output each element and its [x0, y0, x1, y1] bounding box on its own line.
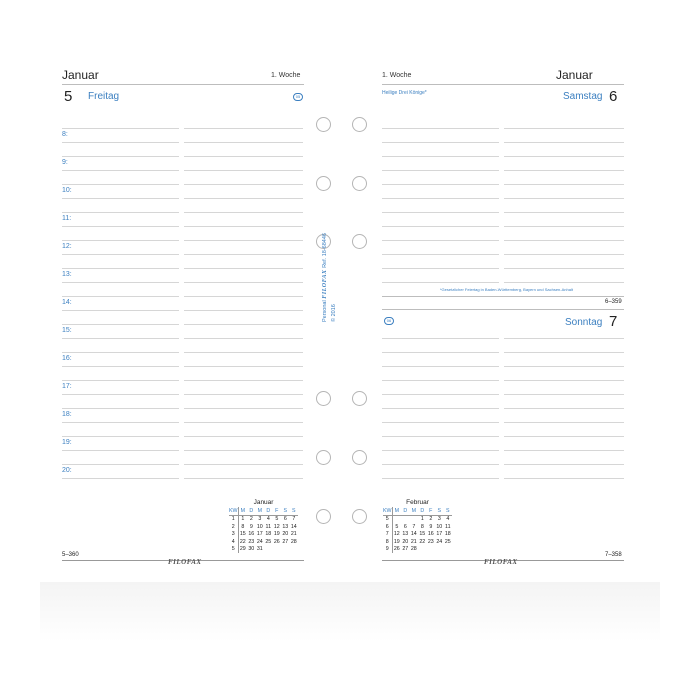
calendar-weekday: S	[444, 507, 453, 515]
calendar-day	[435, 546, 444, 554]
writing-line	[504, 128, 624, 129]
calendar-title: Februar	[406, 499, 429, 506]
calendar-day: 14	[410, 531, 417, 538]
calendar-weekday: M	[256, 507, 265, 515]
calendar-title: Januar	[253, 499, 274, 506]
week-badge: 05	[293, 93, 303, 101]
spine-logo: FILOFAX	[322, 269, 328, 299]
filofax-logo: FILOFAX	[168, 558, 202, 566]
writing-line	[504, 478, 624, 479]
calendar-week-number: 4	[229, 538, 238, 546]
writing-line	[504, 254, 624, 255]
writing-line	[382, 408, 499, 409]
left-day-number: 5	[64, 88, 73, 105]
calendar-day: 31	[256, 546, 263, 553]
left-day-name: Freitag	[88, 91, 120, 102]
writing-line	[382, 240, 499, 241]
calendar-day	[410, 515, 419, 523]
calendar-day: 10	[436, 523, 443, 530]
writing-line	[504, 184, 624, 185]
calendar-header-row	[383, 507, 452, 515]
spine-copyright: © 2016	[331, 304, 337, 322]
saturday-number: 6	[609, 88, 618, 105]
calendar-day: 24	[256, 538, 263, 545]
calendar-day: 8	[420, 523, 424, 530]
writing-line	[504, 450, 624, 451]
calendar-day: 12	[273, 523, 280, 530]
writing-line	[382, 184, 499, 185]
sunday-name: Sonntag	[565, 317, 603, 328]
february-mini-calendar	[383, 499, 452, 553]
calendar-day	[427, 546, 436, 554]
calendar-day: 9	[429, 523, 433, 530]
saturday-code: 6–359	[605, 299, 622, 305]
calendar-day: 10	[256, 523, 263, 530]
writing-line	[382, 212, 499, 213]
calendar-row	[383, 531, 452, 539]
calendar-day: 25	[265, 538, 272, 545]
calendar-week-number: 7	[383, 531, 392, 539]
calendar-weekday: M	[392, 507, 401, 515]
sunday-number: 7	[609, 313, 618, 330]
calendar-row	[383, 538, 452, 546]
writing-line	[382, 366, 499, 367]
writing-line	[504, 408, 624, 409]
calendar-day: 16	[427, 531, 434, 538]
hour-label: 17:	[62, 383, 72, 390]
calendar-weekday: M	[238, 507, 247, 515]
writing-line	[382, 226, 499, 227]
calendar-day: 1	[420, 516, 424, 523]
calendar-day: 18	[265, 531, 272, 538]
writing-line	[504, 282, 624, 283]
calendar-day: 4	[446, 516, 450, 523]
writing-line	[504, 198, 624, 199]
writing-line	[382, 198, 499, 199]
calendar-day: 29	[239, 546, 246, 553]
calendar-day: 13	[282, 523, 289, 530]
calendar-day: 16	[248, 531, 255, 538]
calendar-day: 8	[241, 523, 245, 530]
calendar-day: 3	[437, 516, 441, 523]
calendar-day: 7	[412, 523, 416, 530]
calendar-table	[383, 507, 452, 553]
calendar-week-number: 5	[383, 515, 392, 523]
calendar-week-number: 1	[229, 515, 238, 523]
calendar-day	[444, 546, 453, 554]
writing-line	[504, 464, 624, 465]
calendar-day: 22	[419, 538, 426, 545]
calendar-day: 24	[436, 538, 443, 545]
calendar-row	[383, 515, 452, 523]
writing-line	[504, 394, 624, 395]
writing-line	[382, 422, 499, 423]
calendar-day	[392, 515, 401, 523]
calendar-day: 6	[283, 516, 287, 523]
calendar-day: 2	[249, 516, 253, 523]
calendar-day: 2	[429, 516, 433, 523]
writing-line	[382, 254, 499, 255]
sunday-rule	[382, 309, 624, 310]
calendar-day: 5	[395, 523, 399, 530]
writing-line	[504, 170, 624, 171]
right-header-rule	[382, 84, 624, 85]
calendar-week-number: 5	[229, 546, 238, 554]
calendar-week-number: 2	[229, 523, 238, 531]
calendar-day: 17	[256, 531, 263, 538]
writing-line	[504, 156, 624, 157]
calendar-day: 1	[241, 516, 245, 523]
writing-line	[382, 450, 499, 451]
hour-label: 8:	[62, 131, 68, 138]
calendar-weekday: S	[281, 507, 290, 515]
calendar-day: 23	[427, 538, 434, 545]
holiday-note: Heilige Drei Könige*	[382, 90, 427, 96]
calendar-day: 11	[265, 523, 272, 530]
calendar-day: 19	[273, 531, 280, 538]
writing-line	[382, 352, 499, 353]
calendar-weekday: D	[264, 507, 273, 515]
writing-line	[382, 338, 499, 339]
calendar-day: 30	[248, 546, 255, 553]
calendar-day: 20	[402, 538, 409, 545]
calendar-week-number: 9	[383, 546, 392, 554]
saturday-end-rule	[382, 296, 624, 297]
calendar-day: 25	[444, 538, 451, 545]
calendar-weekday: D	[401, 507, 410, 515]
calendar-day: 7	[292, 516, 296, 523]
writing-line	[504, 352, 624, 353]
calendar-weekday: M	[410, 507, 419, 515]
calendar-week-number: 3	[229, 531, 238, 539]
spine-personal: Personal	[322, 300, 328, 322]
writing-line	[382, 268, 499, 269]
calendar-week-header: KW	[383, 507, 392, 514]
calendar-day: 28	[410, 546, 417, 553]
calendar-day: 22	[239, 538, 246, 545]
writing-line	[504, 142, 624, 143]
writing-line	[504, 268, 624, 269]
writing-line	[504, 240, 624, 241]
hour-label: 12:	[62, 243, 72, 250]
writing-line	[382, 282, 499, 283]
hour-label: 10:	[62, 187, 72, 194]
writing-line	[504, 436, 624, 437]
hour-label: 18:	[62, 411, 72, 418]
left-week: 1. Woche	[271, 72, 301, 79]
calendar-day: 27	[402, 546, 409, 553]
left-month: Januar	[62, 68, 99, 82]
hour-label: 19:	[62, 439, 72, 446]
right-week: 1. Woche	[382, 72, 412, 79]
writing-line	[504, 380, 624, 381]
writing-line	[504, 366, 624, 367]
calendar-day: 11	[445, 523, 451, 530]
calendar-week-header: KW	[229, 507, 238, 514]
sunday-badge: 06	[384, 317, 394, 325]
calendar-day: 21	[410, 538, 417, 545]
writing-line	[382, 394, 499, 395]
writing-line	[382, 436, 499, 437]
calendar-weekday: S	[435, 507, 444, 515]
calendar-weekday: F	[273, 507, 282, 515]
saturday-name: Samstag	[563, 91, 603, 102]
writing-line	[382, 464, 499, 465]
hour-label: 16:	[62, 355, 72, 362]
calendar-day	[401, 515, 410, 523]
calendar-day: 5	[275, 516, 279, 523]
calendar-day: 13	[402, 531, 409, 538]
calendar-day: 18	[444, 531, 451, 538]
hour-label: 11:	[62, 215, 72, 222]
calendar-weekday: S	[290, 507, 299, 515]
writing-line	[382, 156, 499, 157]
footnote: *Gesetzlicher Feiertag in Baden-Württemberg, Bayern und Sachsen-Anhalt	[440, 287, 573, 292]
calendar-day: 3	[258, 516, 262, 523]
calendar-day: 14	[290, 523, 297, 530]
calendar-day: 17	[436, 531, 443, 538]
writing-line	[382, 380, 499, 381]
writing-line	[504, 338, 624, 339]
writing-line	[504, 212, 624, 213]
calendar-day: 15	[239, 531, 246, 538]
calendar-weekday: F	[427, 507, 436, 515]
calendar-week-number: 8	[383, 538, 392, 546]
spine-ref: Ref. 18-68446	[322, 233, 328, 268]
hour-label: 14:	[62, 299, 72, 306]
right-month: Januar	[556, 68, 593, 82]
calendar-day: 21	[290, 531, 297, 538]
calendar-day: 28	[290, 538, 297, 545]
writing-line	[504, 422, 624, 423]
hour-label: 15:	[62, 327, 72, 334]
calendar-day: 12	[393, 531, 400, 538]
writing-line	[382, 142, 499, 143]
calendar-day: 26	[393, 546, 400, 553]
calendar-day: 6	[403, 523, 407, 530]
calendar-row	[383, 523, 452, 531]
calendar-weekday: D	[418, 507, 427, 515]
calendar-day: 27	[282, 538, 289, 545]
calendar-day	[418, 546, 427, 554]
calendar-day: 19	[393, 538, 400, 545]
calendar-day: 20	[282, 531, 289, 538]
filofax-logo: FILOFAX	[484, 558, 518, 566]
hour-label: 9:	[62, 159, 68, 166]
calendar-weekday: D	[247, 507, 256, 515]
writing-line	[382, 478, 499, 479]
calendar-day: 15	[419, 531, 426, 538]
hour-label: 13:	[62, 271, 72, 278]
left-footer-code: 5–360	[62, 552, 79, 558]
calendar-day: 4	[266, 516, 270, 523]
calendar-day: 9	[249, 523, 253, 530]
calendar-week-number: 6	[383, 523, 392, 531]
writing-line	[382, 128, 499, 129]
writing-line	[382, 170, 499, 171]
hour-label: 20:	[62, 467, 72, 474]
calendar-row	[383, 546, 452, 554]
calendar-day: 26	[273, 538, 280, 545]
calendar-day: 23	[248, 538, 255, 545]
right-footer-code: 7–358	[605, 552, 622, 558]
writing-line	[504, 226, 624, 227]
